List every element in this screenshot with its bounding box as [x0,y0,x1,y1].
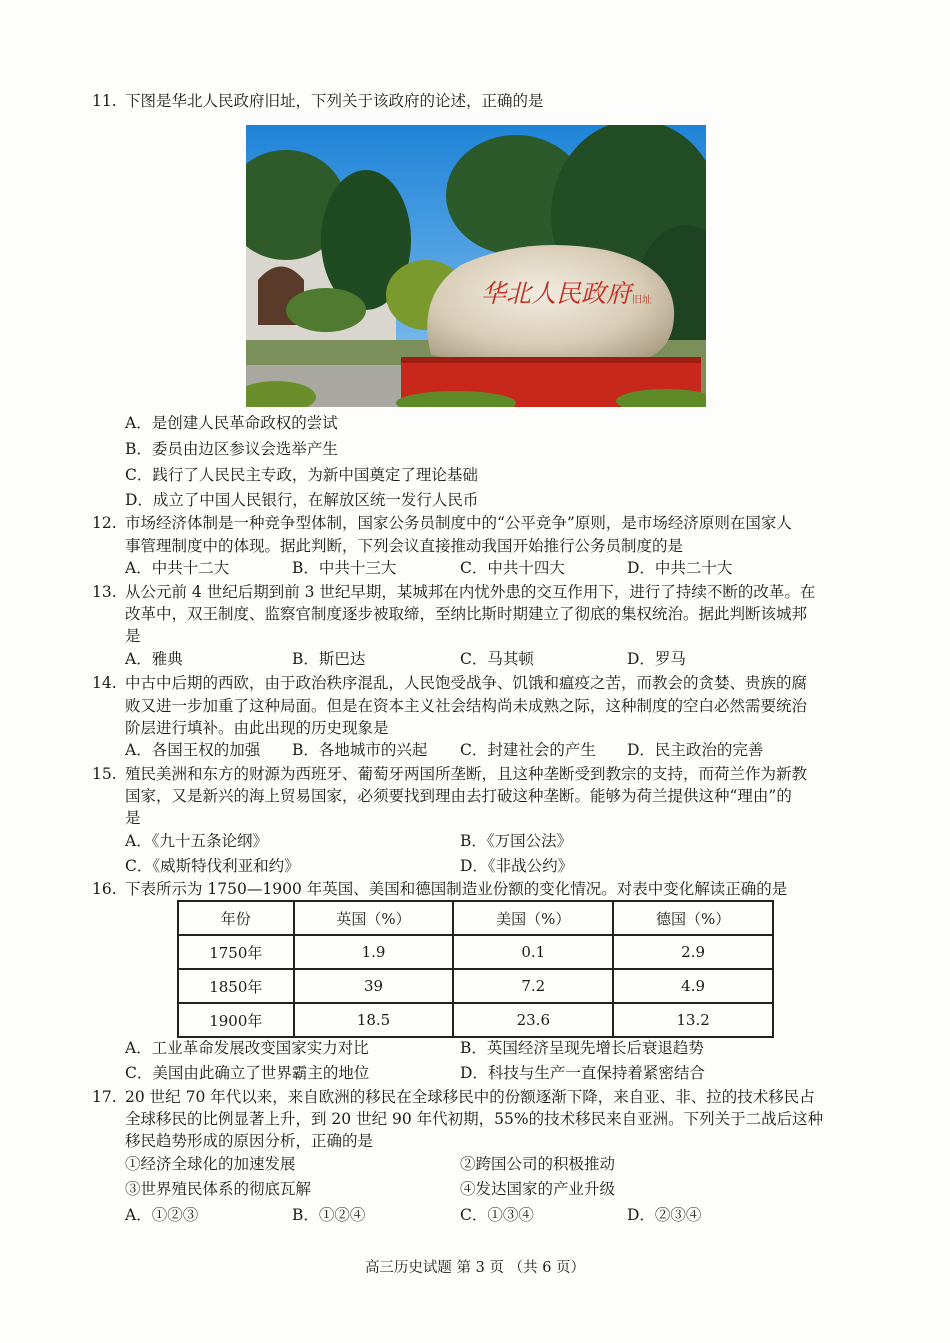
rock-inscription: 华北人民政府 [481,279,632,308]
table-row [178,969,773,1003]
q16-option-a: A．工业革命发展改变国家实力对比 [125,1039,369,1057]
q17-option-b: B．①②④ [292,1206,366,1224]
q17-stem-line1: 20 世纪 70 年代以来，来自欧洲的移民在全球移民中的份额逐渐下降，来自亚、非、拉的技术移民占 [125,1088,815,1106]
table-cell: 4.9 [613,969,773,1003]
q12-stem-line1: 市场经济体制是一种竞争型体制，国家公务员制度中的“公平竞争”原则，是市场经济原则在国家人 [125,514,792,532]
q13-number: 13. [92,583,117,601]
q12-option-d: D．中共二十大 [627,559,733,577]
table-header-cell: 德国（%） [613,901,773,935]
q17-item-1: ①经济全球化的加速发展 [125,1155,296,1173]
q14-stem-line1: 中古中后期的西欧，由于政治秩序混乱，人民饱受战争、饥饿和瘟疫之苦，而教会的贪婪、贵族的腐 [125,674,808,692]
q17-option-a: A．①②③ [125,1206,199,1224]
q13-option-d: D．罗马 [627,650,686,668]
q13-stem-line3: 是 [125,627,141,645]
table-header-cell: 英国（%） [294,901,454,935]
q17-option-c: C．①③④ [460,1206,534,1224]
table-cell: 1.9 [294,935,454,969]
q16-option-b: B．英国经济呈现先增长后衰退趋势 [460,1039,704,1057]
q14-stem-line3: 阶层进行填补。由此出现的历史现象是 [125,719,389,737]
q12-stem-line2: 事管理制度中的体现。据此判断，下列会议直接推动我国开始推行公务员制度的是 [125,537,684,555]
q13-option-b: B．斯巴达 [292,650,366,668]
q15-stem-line1: 殖民美洲和东方的财源为西班牙、葡萄牙两国所垄断，且这种垄断受到教宗的支持，而荷兰作为新教 [125,765,808,783]
q12-option-c: C．中共十四大 [460,559,565,577]
q14-option-d: D．民主政治的完善 [627,741,764,759]
table-row [178,935,773,969]
q11-stem: 下图是华北人民政府旧址，下列关于该政府的论述，正确的是 [125,92,544,110]
q13-stem-line1: 从公元前 4 世纪后期到前 3 世纪早期，某城邦在内忧外患的交互作用下，进行了持续不断的改革。在 [125,583,816,601]
table-cell: 39 [294,969,454,1003]
stone-monument-photo [246,125,706,407]
q13-stem-line2: 改革中，双王制度、监察官制度逐步被取缔，至纳比斯时期建立了彻底的集权统治。据此判断该城邦 [125,605,808,623]
q11-option-a: A．是创建人民革命政权的尝试 [125,414,338,432]
table-cell: 1750年 [178,935,294,969]
q17-stem-line2: 全球移民的比例显著上升，到 20 世纪 90 年代初期，55%的技术移民来自亚洲。下列关于二战后这种 [125,1110,824,1128]
table-cell: 13.2 [613,1003,773,1037]
q15-option-c: C．《威斯特伐利亚和约》 [125,857,300,875]
page-footer: 高三历史试题 第 3 页 （共 6 页） [364,1260,586,1276]
q17-item-4: ④发达国家的产业升级 [460,1180,616,1198]
q11-photo [246,125,706,407]
q14-stem-line2: 败又进一步加重了这种局面。但是在资本主义社会结构尚未成熟之际，这种制度的空白必然需要统治 [125,697,808,715]
table-cell: 7.2 [453,969,613,1003]
q14-number: 14. [92,674,117,692]
table-cell: 1900年 [178,1003,294,1037]
q16-number: 16. [92,880,117,898]
q13-option-c: C．马其顿 [460,650,534,668]
table-cell: 2.9 [613,935,773,969]
table-header-cell: 美国（%） [453,901,613,935]
table-cell: 23.6 [453,1003,613,1037]
table-header-row [178,901,773,935]
q16-stem: 下表所示为 1750—1900 年英国、美国和德国制造业份额的变化情况。对表中变化解读正确的是 [125,880,788,898]
q15-option-a: A．《九十五条论纲》 [125,832,268,850]
q12-option-a: A．中共十二大 [125,559,230,577]
table-cell: 18.5 [294,1003,454,1037]
q16-option-c: C．美国由此确立了世界霸主的地位 [125,1064,370,1082]
q17-number: 17. [92,1088,117,1106]
q15-stem-line2: 国家，又是新兴的海上贸易国家，必须要找到理由去打破这种垄断。能够为荷兰提供这种“理由”的 [125,787,792,805]
q14-option-b: B．各地城市的兴起 [292,741,428,759]
table-header-cell: 年份 [178,901,294,935]
manufacturing-share-table [177,900,774,1038]
q11-option-c: C．践行了人民民主专政，为新中国奠定了理论基础 [125,466,478,484]
q17-item-2: ②跨国公司的积极推动 [460,1155,616,1173]
q17-stem-line3: 移民趋势形成的原因分析，正确的是 [125,1132,374,1150]
q14-option-a: A．各国王权的加强 [125,741,261,759]
table-row [178,1003,773,1037]
q13-option-a: A．雅典 [125,650,183,668]
rock-inscription-small: 旧址 [632,295,652,306]
q12-number: 12. [92,514,117,532]
q15-stem-line3: 是 [125,809,141,827]
q15-option-b: B．《万国公法》 [460,832,573,850]
q12-option-b: B．中共十三大 [292,559,397,577]
table-cell: 1850年 [178,969,294,1003]
q11-option-b: B．委员由边区参议会选举产生 [125,440,338,458]
q11-number: 11. [92,92,117,110]
q15-number: 15. [92,765,117,783]
q11-option-d: D．成立了中国人民银行，在解放区统一发行人民币 [125,491,479,509]
table-cell: 0.1 [453,935,613,969]
q15-option-d: D．《非战公约》 [460,857,574,875]
q17-option-d: D．②③④ [627,1206,702,1224]
q17-item-3: ③世界殖民体系的彻底瓦解 [125,1180,312,1198]
q14-option-c: C．封建社会的产生 [460,741,596,759]
q16-option-d: D．科技与生产一直保持着紧密结合 [460,1064,705,1082]
